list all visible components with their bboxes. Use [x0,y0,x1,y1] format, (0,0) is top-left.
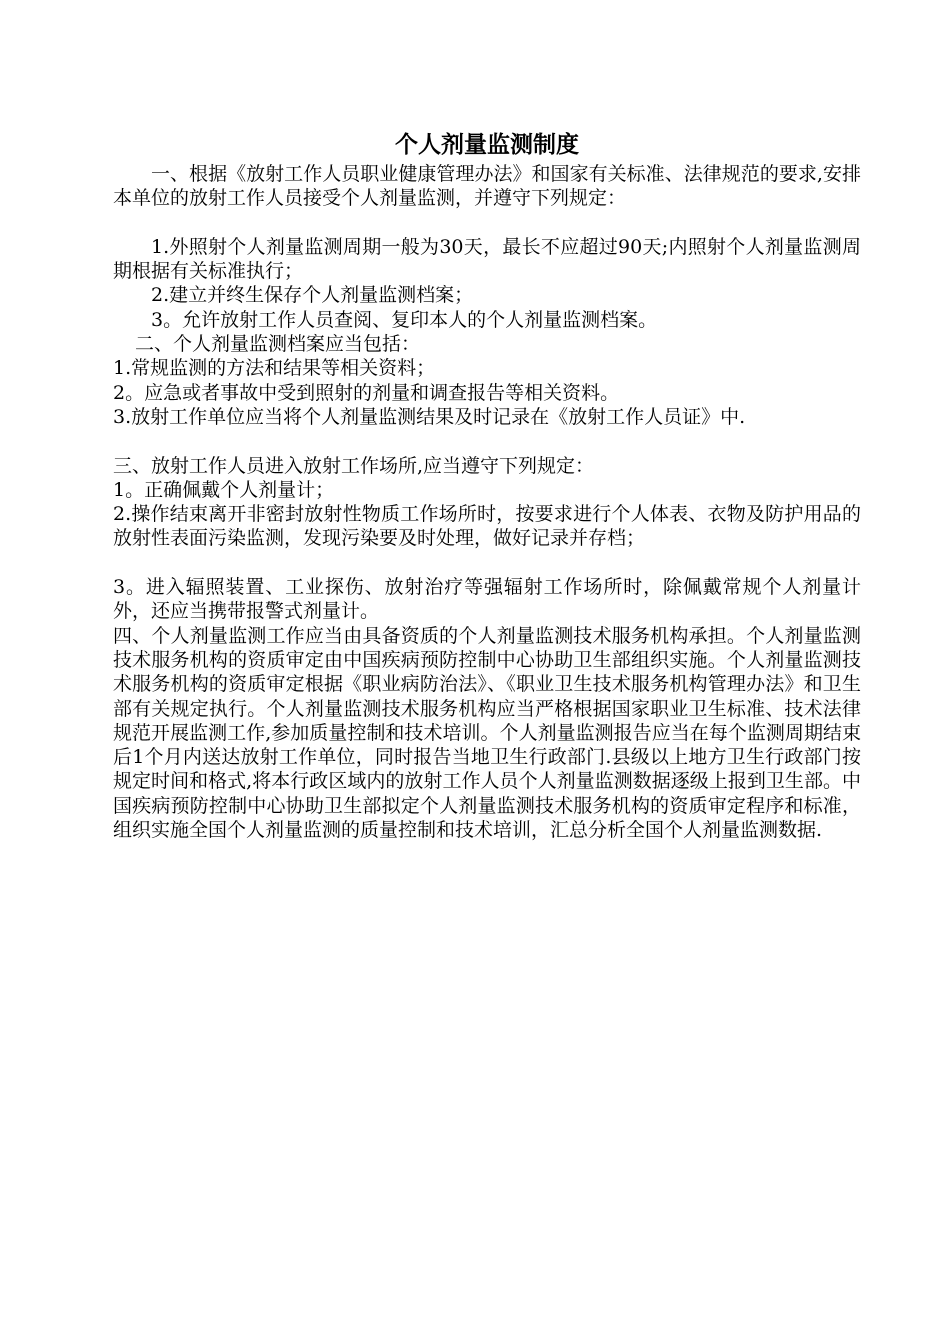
paragraph-section-1-intro: 一、根据《放射工作人员职业健康管理办法》和国家有关标准、法律规范的要求,安排本单位的放射工作人员接受个人剂量监测，并遵守下列规定： [113,163,861,210]
paragraph-section-3-heading: 三、放射工作人员进入放射工作场所,应当遵守下列规定： [113,454,595,477]
blank-line [113,551,861,575]
document-page [113,130,861,842]
paragraph-item-3-1: 1。正确佩戴个人剂量计； [113,478,335,501]
paragraph-section-4: 四、个人剂量监测工作应当由具备资质的个人剂量监测技术服务机构承担。个人剂量监测技术服务机构的资质审定由中国疾病预防控制中心协助卫生部组织实施。个人剂量监测技术服务机构的资质审定根据《职业病防治法》、《职业卫生技术服务机构管理办法》和卫生部有关规定执行。个人剂量监测技术服务机构应当严格根据国家职业卫生标准、技术法律规范开展监测工作,参加质量控制和技术培训。个人剂量监测报告应当在每个监测周期结束后1个月内送达放射工作单位，同时报告当地卫生行政部门.县级以上地方卫生行政部门按规定时间和格式,将本行政区域内的放射工作人员个人剂量监测数据逐级上报到卫生部。中国疾病预防控制中心协助卫生部拟定个人剂量监测技术服务机构的资质审定程序和标准，组织实施全国个人剂量监测的质量控制和技术培训，汇总分析全国个人剂量监测数据. [113,624,861,842]
paragraph-item-2-1: 1.常规监测的方法和结果等相关资料； [113,357,436,380]
paragraph-item-3-3: 3。进入辐照装置、工业探伤、放射治疗等强辐射工作场所时，除佩戴常规个人剂量计外，还应当携带报警式剂量计。 [113,576,861,623]
document-title: 个人剂量监测制度 [395,132,579,158]
paragraph-item-1-3: 3。允许放射工作人员查阅、复印本人的个人剂量监测档案。 [151,308,658,331]
paragraph-item-3-2: 2.操作结束离开非密封放射性物质工作场所时，按要求进行个人体表、衣物及防护用品的放射性表面污染监测，发现污染要及时处理，做好记录并存档； [113,503,861,550]
blank-line [113,211,861,235]
paragraph-section-2-heading: 二、个人剂量监测档案应当包括： [135,333,421,356]
paragraph-item-2-2: 2。应急或者事故中受到照射的剂量和调查报告等相关资料。 [113,381,620,404]
paragraph-item-1-2: 2.建立并终生保存个人剂量监测档案； [151,284,474,307]
paragraph-item-1-1: 1.外照射个人剂量监测周期一般为30天，最长不应超过90天;内照射个人剂量监测周期根据有关标准执行； [113,235,861,283]
blank-line [113,429,861,453]
paragraph-item-2-3: 3.放射工作单位应当将个人剂量监测结果及时记录在《放射工作人员证》中. [113,405,746,428]
